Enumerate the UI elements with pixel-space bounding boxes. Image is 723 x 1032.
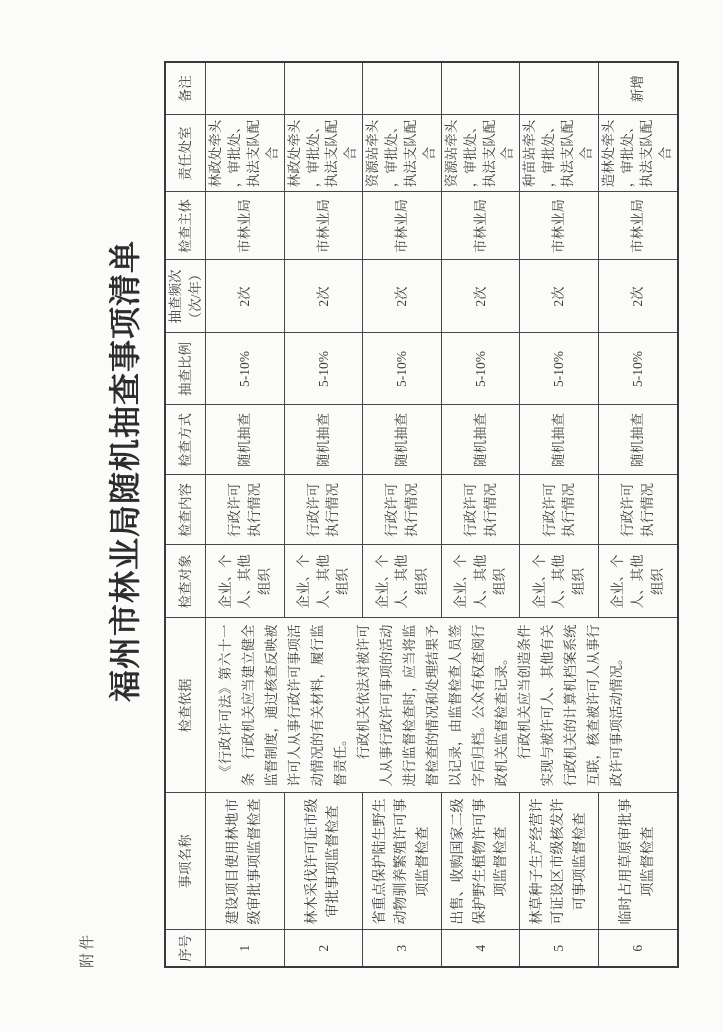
cell-item-name: 省重点保护陆生野生动物驯养繁殖许可事项监督检查 <box>363 793 442 930</box>
cell-target: 企业、个人、其他组织 <box>206 545 285 618</box>
cell-ratio: 5-10% <box>520 333 599 405</box>
cell-index: 1 <box>206 930 285 967</box>
cell-target: 企业、个人、其他组织 <box>284 545 363 618</box>
col-header-index: 序号 <box>165 930 206 967</box>
basis-paragraph-3: 行政机关应当创造条件实现与被许可人、其他有关行政机关的计算机档案系统互联，核查被许可人从事行政许可事项活动情况。 <box>517 624 625 787</box>
cell-content: 行政许可执行情况 <box>598 475 677 545</box>
cell-subject: 市林业局 <box>520 192 599 260</box>
table-row-4 <box>441 62 520 967</box>
cell-item-name: 林草种子生产经营许可证设区市级核发许可事项监督检查 <box>520 793 599 930</box>
cell-ratio: 5-10% <box>441 333 520 405</box>
col-header-remarks: 备注 <box>165 62 206 115</box>
col-header-content: 检查内容 <box>165 475 206 545</box>
cell-index: 3 <box>363 930 442 967</box>
cell-target: 企业、个人、其他组织 <box>363 545 442 618</box>
cell-ratio: 5-10% <box>284 333 363 405</box>
cell-ratio: 5-10% <box>206 333 285 405</box>
basis-paragraph-1: 《行政许可法》第六十一条 行政机关应当建立健全监督制度，通过核查反映被许可人从事行政许可事项活动情况的有关材料，履行监督责任。 <box>218 624 349 787</box>
cell-content: 行政许可执行情况 <box>520 475 599 545</box>
cell-frequency: 2次 <box>206 260 285 333</box>
table-row-5 <box>520 62 599 967</box>
cell-method: 随机抽查 <box>598 405 677 475</box>
cell-item-name: 出售、收购国家二级保护野生植物许可事项监督检查 <box>441 793 520 930</box>
cell-target: 企业、个人、其他组织 <box>598 545 677 618</box>
cell-subject: 市林业局 <box>284 192 363 260</box>
cell-subject: 市林业局 <box>441 192 520 260</box>
cell-department: 林政处牵头，审批处、执法支队配合 <box>284 115 363 192</box>
cell-frequency: 2次 <box>520 260 599 333</box>
cell-content: 行政许可执行情况 <box>363 475 442 545</box>
cell-target: 企业、个人、其他组织 <box>520 545 599 618</box>
cell-department: 造林处牵头，审批处、执法支队配合 <box>598 115 677 192</box>
cell-frequency: 2次 <box>284 260 363 333</box>
cell-content: 行政许可执行情况 <box>284 475 363 545</box>
cell-remarks <box>284 62 363 115</box>
cell-remarks <box>441 62 520 115</box>
cell-method: 随机抽查 <box>206 405 285 475</box>
col-header-ratio: 抽查比例 <box>165 333 206 405</box>
basis-paragraph-2: 行政机关依法对被许可人从事行政许可事项的活动进行监督检查时，应当将监督检查的情况和处理结果予以记录，由监督检查人员签字后归档。公众有权查阅行政机关监督检查记录。 <box>356 624 510 787</box>
cell-frequency: 2次 <box>363 260 442 333</box>
cell-index: 4 <box>441 930 520 967</box>
col-header-item-name: 事项名称 <box>165 793 206 930</box>
table-header-row <box>165 62 206 967</box>
cell-ratio: 5-10% <box>598 333 677 405</box>
cell-item-name: 临时占用草原审批事项监督检查 <box>598 793 677 930</box>
col-header-subject: 检查主体 <box>165 192 206 260</box>
cell-index: 6 <box>598 930 677 967</box>
cell-subject: 市林业局 <box>206 192 285 260</box>
table-row-3 <box>363 62 442 967</box>
cell-remarks <box>206 62 285 115</box>
table-row-6 <box>598 62 677 967</box>
cell-department: 资源站牵头，审批处、执法支队配合 <box>441 115 520 192</box>
col-header-frequency: 抽查频次（次/年） <box>165 260 206 333</box>
cell-department: 种苗站牵头，审批处、执法支队配合 <box>520 115 599 192</box>
cell-index: 5 <box>520 930 599 967</box>
col-header-department: 责任处室 <box>165 115 206 192</box>
cell-ratio: 5-10% <box>363 333 442 405</box>
cell-method: 随机抽查 <box>520 405 599 475</box>
cell-frequency: 2次 <box>441 260 520 333</box>
cell-content: 行政许可执行情况 <box>206 475 285 545</box>
cell-remarks: 新增 <box>598 62 677 115</box>
cell-department: 林政处牵头，审批处、执法支队配合 <box>206 115 285 192</box>
cell-item-name: 建设项目使用林地市级审批事项监督检查 <box>206 793 285 930</box>
attachment-label: 附件 <box>80 931 96 968</box>
cell-index: 2 <box>284 930 363 967</box>
cell-method: 随机抽查 <box>363 405 442 475</box>
cell-remarks <box>520 62 599 115</box>
table-row-1 <box>206 62 285 967</box>
inspection-items-table <box>164 61 679 968</box>
cell-item-name: 林木采伐许可证市级审批事项监督检查 <box>284 793 363 930</box>
cell-content: 行政许可执行情况 <box>441 475 520 545</box>
cell-subject: 市林业局 <box>363 192 442 260</box>
cell-remarks <box>363 62 442 115</box>
table-row-2 <box>284 62 363 967</box>
cell-inspection-basis <box>206 618 678 793</box>
cell-subject: 市林业局 <box>598 192 677 260</box>
cell-frequency: 2次 <box>598 260 677 333</box>
cell-method: 随机抽查 <box>284 405 363 475</box>
col-header-basis: 检查依据 <box>165 618 206 793</box>
cell-method: 随机抽查 <box>441 405 520 475</box>
cell-target: 企业、个人、其他组织 <box>441 545 520 618</box>
cell-department: 资源站牵头，审批处、执法支队配合 <box>363 115 442 192</box>
page-title: 福州市林业局随机抽查事项清单 <box>107 239 143 702</box>
col-header-method: 检查方式 <box>165 405 206 475</box>
col-header-target: 检查对象 <box>165 545 206 618</box>
